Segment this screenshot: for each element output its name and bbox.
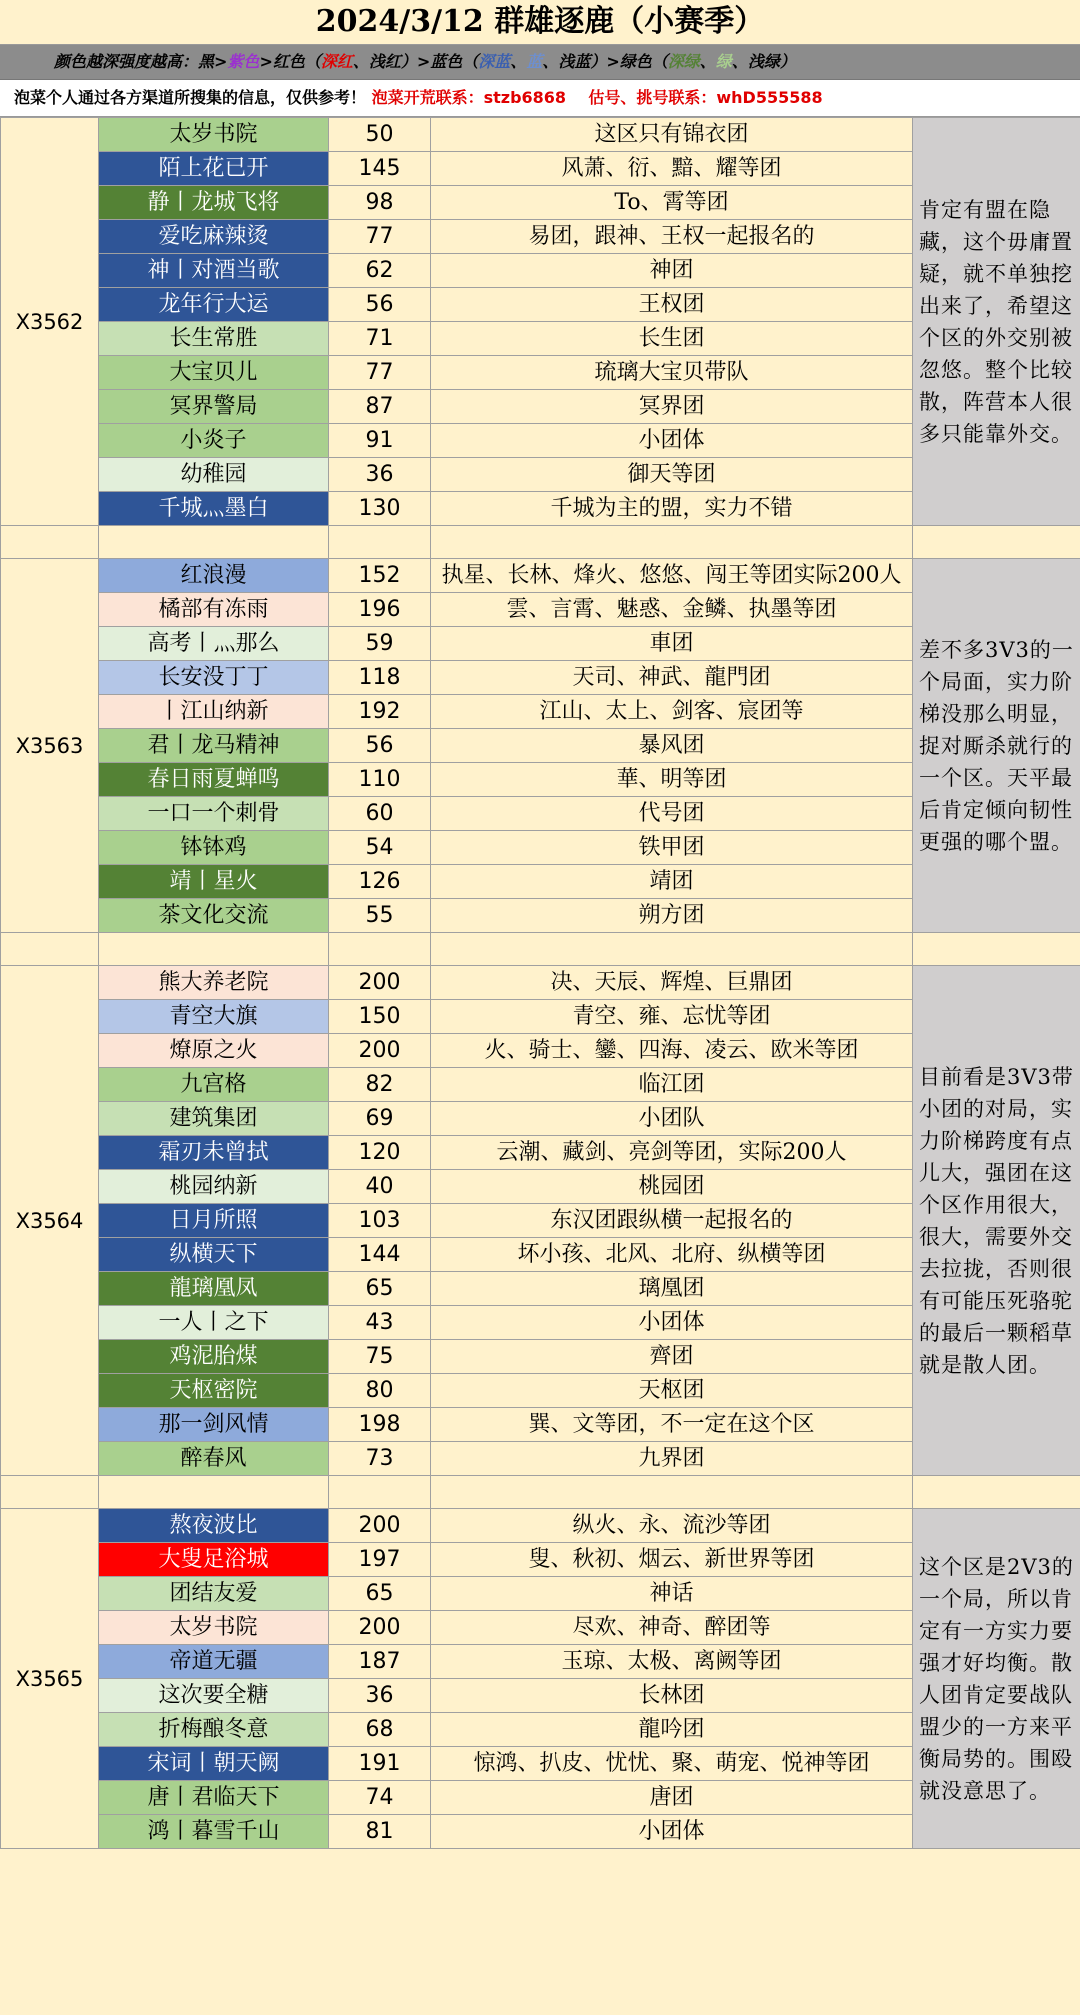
member-count: 59 <box>329 627 431 661</box>
member-count: 54 <box>329 831 431 865</box>
alliance-description: 神团 <box>431 254 913 288</box>
alliance-description: 东汉团跟纵横一起报名的 <box>431 1204 913 1238</box>
region-id: X3562 <box>1 118 99 526</box>
separator-cell <box>913 1476 1080 1509</box>
alliance-name: 鸡泥胎煤 <box>99 1340 329 1374</box>
member-count: 191 <box>329 1747 431 1781</box>
alliance-description: 車团 <box>431 627 913 661</box>
alliance-description: 坏小孩、北风、北府、纵横等团 <box>431 1238 913 1272</box>
alliance-description: 御天等团 <box>431 458 913 492</box>
legend-mid2: 、浅红）>蓝色（ <box>352 52 479 71</box>
alliance-name: 团结友爱 <box>99 1577 329 1611</box>
alliance-name: 一口一个刺骨 <box>99 797 329 831</box>
alliance-name: 千城灬墨白 <box>99 492 329 526</box>
region-separator <box>1 1476 1080 1509</box>
alliance-description: 天司、神武、龍門团 <box>431 661 913 695</box>
member-count: 60 <box>329 797 431 831</box>
legend-sep1: 、 <box>510 52 527 71</box>
separator-cell <box>1 933 99 966</box>
member-count: 43 <box>329 1306 431 1340</box>
member-count: 56 <box>329 288 431 322</box>
separator-cell <box>431 933 913 966</box>
alliance-description: 青空、雍、忘忧等团 <box>431 1000 913 1034</box>
member-count: 36 <box>329 1679 431 1713</box>
alliance-description: 龍吟团 <box>431 1713 913 1747</box>
separator-cell <box>431 1476 913 1509</box>
member-count: 68 <box>329 1713 431 1747</box>
alliance-name: 丨江山纳新 <box>99 695 329 729</box>
member-count: 126 <box>329 865 431 899</box>
separator-cell <box>99 1476 329 1509</box>
region-analysis-note: 目前看是3V3带小团的对局，实力阶梯跨度有点儿大，强团在这个区作用很大，很大，需要外交去拉拢，否则很有可能压死骆驼的最后一颗稻草就是散人团。 <box>913 966 1080 1476</box>
region-analysis-note: 肯定有盟在隐藏，这个毋庸置疑，就不单独挖出来了，希望这个区的外交别被忽悠。整个比较散，阵营本人很多只能靠外交。 <box>913 118 1080 526</box>
member-count: 192 <box>329 695 431 729</box>
alliance-description: 惊鸿、扒皮、忧忧、聚、萌宠、悦神等团 <box>431 1747 913 1781</box>
alliance-description: 这区只有锦衣团 <box>431 118 913 152</box>
member-count: 55 <box>329 899 431 933</box>
alliance-description: 琉璃大宝贝带队 <box>431 356 913 390</box>
member-count: 77 <box>329 356 431 390</box>
alliance-description: 代号团 <box>431 797 913 831</box>
alliance-description: 长林团 <box>431 1679 913 1713</box>
region-analysis-note: 这个区是2V3的一个局，所以肯定有一方实力要强才好均衡。散人团肯定要战队盟少的一方来平衡局势的。围殴就没意思了。 <box>913 1509 1080 1849</box>
alliance-name: 冥界警局 <box>99 390 329 424</box>
page-title: 2024/3/12 群雄逐鹿（小赛季） <box>0 0 1080 45</box>
alliance-name: 大叟足浴城 <box>99 1543 329 1577</box>
alliance-description: 决、天辰、辉煌、巨鼎团 <box>431 966 913 1000</box>
alliance-name: 爱吃麻辣烫 <box>99 220 329 254</box>
legend-deep-blue: 深蓝 <box>478 52 511 71</box>
alliance-description: 九界团 <box>431 1442 913 1476</box>
alliance-name: 九宫格 <box>99 1068 329 1102</box>
member-count: 56 <box>329 729 431 763</box>
legend-blue: 蓝 <box>526 52 543 71</box>
alliance-name: 陌上花已开 <box>99 152 329 186</box>
color-legend <box>0 45 1080 80</box>
contact-guhao: 估号、挑号联系：whD555588 <box>588 88 823 107</box>
alliance-description: To、霄等团 <box>431 186 913 220</box>
region-separator <box>1 933 1080 966</box>
alliance-name: 鸿丨暮雪千山 <box>99 1815 329 1849</box>
alliance-name: 醉春风 <box>99 1442 329 1476</box>
alliance-name: 唐丨君临天下 <box>99 1781 329 1815</box>
alliance-name: 那一剑风情 <box>99 1408 329 1442</box>
alliance-name: 静丨龙城飞将 <box>99 186 329 220</box>
member-count: 150 <box>329 1000 431 1034</box>
alliance-name: 长安没丁丁 <box>99 661 329 695</box>
legend-sep3: 、 <box>699 52 716 71</box>
region-id: X3564 <box>1 966 99 1476</box>
alliance-name: 建筑集团 <box>99 1102 329 1136</box>
member-count: 187 <box>329 1645 431 1679</box>
alliance-name: 熬夜波比 <box>99 1509 329 1543</box>
member-count: 65 <box>329 1577 431 1611</box>
alliance-name: 春日雨夏蝉鸣 <box>99 763 329 797</box>
member-count: 110 <box>329 763 431 797</box>
alliance-description: 执星、长林、烽火、悠悠、闯王等团实际200人 <box>431 559 913 593</box>
alliance-name: 这次要全糖 <box>99 1679 329 1713</box>
alliance-description: 巽、文等团，不一定在这个区 <box>431 1408 913 1442</box>
member-count: 87 <box>329 390 431 424</box>
legend-deep-red: 深红 <box>320 52 353 71</box>
alliance-name: 大宝贝儿 <box>99 356 329 390</box>
alliance-description: 天枢团 <box>431 1374 913 1408</box>
alliance-description: 璃凰团 <box>431 1272 913 1306</box>
alliance-description: 铁甲团 <box>431 831 913 865</box>
member-count: 81 <box>329 1815 431 1849</box>
separator-cell <box>329 1476 431 1509</box>
member-count: 118 <box>329 661 431 695</box>
alliance-description: 雲、言霄、魅惑、金鳞、执墨等团 <box>431 593 913 627</box>
table-row <box>1 1509 1080 1543</box>
alliance-description: 暴风团 <box>431 729 913 763</box>
member-count: 200 <box>329 1034 431 1068</box>
member-count: 62 <box>329 254 431 288</box>
alliance-description: 江山、太上、剑客、宸团等 <box>431 695 913 729</box>
legend-sep4: 、浅绿） <box>731 52 796 71</box>
member-count: 71 <box>329 322 431 356</box>
alliance-name: 纵横天下 <box>99 1238 329 1272</box>
member-count: 40 <box>329 1170 431 1204</box>
alliance-name: 君丨龙马精神 <box>99 729 329 763</box>
member-count: 74 <box>329 1781 431 1815</box>
alliance-description: 纵火、永、流沙等团 <box>431 1509 913 1543</box>
alliance-description: 朔方团 <box>431 899 913 933</box>
alliance-description: 火、骑士、鑾、四海、凌云、欧米等团 <box>431 1034 913 1068</box>
alliance-name: 一人丨之下 <box>99 1306 329 1340</box>
member-count: 145 <box>329 152 431 186</box>
alliance-description: 叟、秋初、烟云、新世界等团 <box>431 1543 913 1577</box>
alliance-description: 临江团 <box>431 1068 913 1102</box>
legend-prefix: 颜色越深强度越高：黑> <box>54 52 228 71</box>
member-count: 50 <box>329 118 431 152</box>
alliance-description: 云潮、藏剑、亮剑等团，实际200人 <box>431 1136 913 1170</box>
alliance-name: 霜刃未曾拭 <box>99 1136 329 1170</box>
separator-cell <box>1 1476 99 1509</box>
alliance-name: 高考丨灬那么 <box>99 627 329 661</box>
alliance-description: 靖团 <box>431 865 913 899</box>
member-count: 198 <box>329 1408 431 1442</box>
member-count: 103 <box>329 1204 431 1238</box>
member-count: 82 <box>329 1068 431 1102</box>
table-row <box>1 966 1080 1000</box>
table-row <box>1 118 1080 152</box>
alliance-description: 齊团 <box>431 1340 913 1374</box>
alliance-description: 神话 <box>431 1577 913 1611</box>
region-separator <box>1 526 1080 559</box>
disclaimer-bar <box>0 80 1080 117</box>
member-count: 144 <box>329 1238 431 1272</box>
member-count: 80 <box>329 1374 431 1408</box>
member-count: 152 <box>329 559 431 593</box>
alliance-name: 折梅酿冬意 <box>99 1713 329 1747</box>
alliance-name: 小炎子 <box>99 424 329 458</box>
member-count: 130 <box>329 492 431 526</box>
alliance-name: 幼稚园 <box>99 458 329 492</box>
alliance-description: 风萧、衍、黯、耀等团 <box>431 152 913 186</box>
separator-cell <box>329 526 431 559</box>
separator-cell <box>913 933 1080 966</box>
alliance-name: 日月所照 <box>99 1204 329 1238</box>
separator-cell <box>913 526 1080 559</box>
legend-mid1: >红色（ <box>259 52 321 71</box>
region-id: X3565 <box>1 1509 99 1849</box>
alliance-name: 橘部有冻雨 <box>99 593 329 627</box>
legend-sep2: 、浅蓝）>绿色（ <box>542 52 668 71</box>
disclaimer-text: 泡菜个人通过各方渠道所搜集的信息，仅供参考！ <box>14 88 367 107</box>
region-id: X3563 <box>1 559 99 933</box>
alliance-name: 龍璃凰凤 <box>99 1272 329 1306</box>
member-count: 69 <box>329 1102 431 1136</box>
alliance-name: 龙年行大运 <box>99 288 329 322</box>
alliance-name: 靖丨星火 <box>99 865 329 899</box>
member-count: 36 <box>329 458 431 492</box>
alliance-name: 桃园纳新 <box>99 1170 329 1204</box>
region-analysis-note: 差不多3V3的一个局面，实力阶梯没那么明显，捉对厮杀就行的一个区。天平最后肯定倾向韧性更强的哪个盟。 <box>913 559 1080 933</box>
separator-cell <box>99 933 329 966</box>
alliance-description: 长生团 <box>431 322 913 356</box>
alliance-description: 冥界团 <box>431 390 913 424</box>
alliance-description: 華、明等团 <box>431 763 913 797</box>
alliance-description: 小团体 <box>431 1306 913 1340</box>
member-count: 200 <box>329 1611 431 1645</box>
alliance-description: 桃园团 <box>431 1170 913 1204</box>
alliance-name: 帝道无疆 <box>99 1645 329 1679</box>
alliance-table <box>0 117 1080 1849</box>
legend-purple: 紫色 <box>227 52 260 71</box>
member-count: 200 <box>329 1509 431 1543</box>
alliance-description: 王权团 <box>431 288 913 322</box>
member-count: 91 <box>329 424 431 458</box>
alliance-description: 唐团 <box>431 1781 913 1815</box>
alliance-name: 太岁书院 <box>99 118 329 152</box>
alliance-name: 宋词丨朝天阙 <box>99 1747 329 1781</box>
member-count: 98 <box>329 186 431 220</box>
member-count: 75 <box>329 1340 431 1374</box>
member-count: 73 <box>329 1442 431 1476</box>
member-count: 120 <box>329 1136 431 1170</box>
alliance-description: 玉琼、太极、离阙等团 <box>431 1645 913 1679</box>
alliance-description: 小团队 <box>431 1102 913 1136</box>
legend-deep-green: 深绿 <box>667 52 700 71</box>
alliance-description: 小团体 <box>431 424 913 458</box>
contact-kaihuang: 泡菜开荒联系：stzb6868 <box>371 88 567 107</box>
alliance-name: 青空大旗 <box>99 1000 329 1034</box>
separator-cell <box>99 526 329 559</box>
alliance-name: 燎原之火 <box>99 1034 329 1068</box>
separator-cell <box>329 933 431 966</box>
separator-cell <box>431 526 913 559</box>
member-count: 77 <box>329 220 431 254</box>
alliance-description: 易团，跟神、王权一起报名的 <box>431 220 913 254</box>
alliance-name: 熊大养老院 <box>99 966 329 1000</box>
member-count: 197 <box>329 1543 431 1577</box>
table-row <box>1 559 1080 593</box>
alliance-name: 红浪漫 <box>99 559 329 593</box>
alliance-name: 神丨对酒当歌 <box>99 254 329 288</box>
member-count: 200 <box>329 966 431 1000</box>
alliance-description: 尽欢、神奇、醉团等 <box>431 1611 913 1645</box>
alliance-description: 千城为主的盟，实力不错 <box>431 492 913 526</box>
alliance-name: 太岁书院 <box>99 1611 329 1645</box>
separator-cell <box>1 526 99 559</box>
alliance-name: 长生常胜 <box>99 322 329 356</box>
legend-green: 绿 <box>715 52 732 71</box>
alliance-description: 小团体 <box>431 1815 913 1849</box>
alliance-name: 茶文化交流 <box>99 899 329 933</box>
alliance-name: 钵钵鸡 <box>99 831 329 865</box>
member-count: 65 <box>329 1272 431 1306</box>
member-count: 196 <box>329 593 431 627</box>
alliance-name: 天枢密院 <box>99 1374 329 1408</box>
